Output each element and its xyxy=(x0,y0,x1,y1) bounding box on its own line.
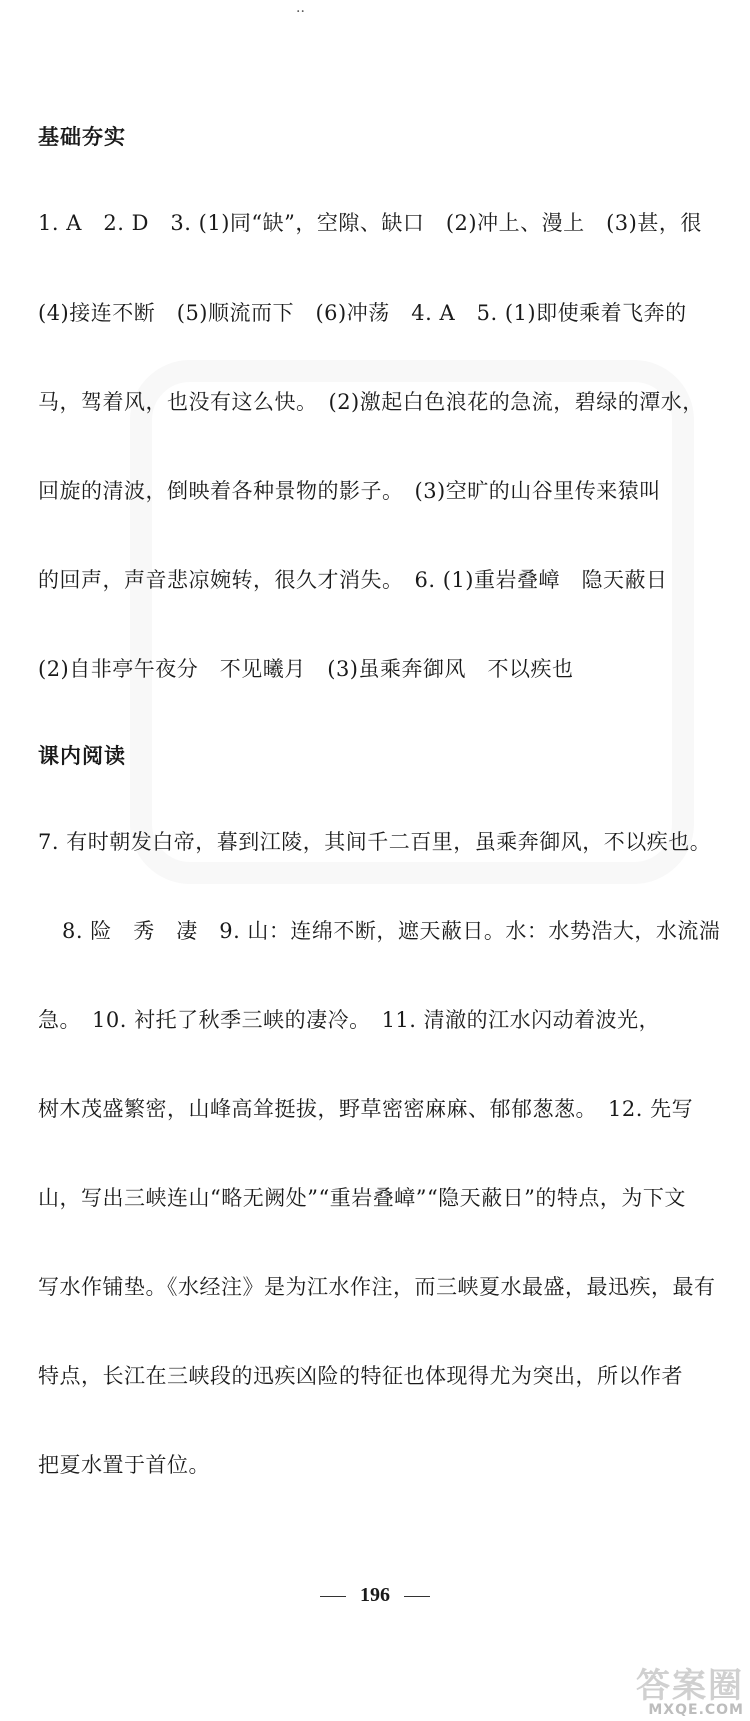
section-title-reading: 课内阅读 xyxy=(38,744,126,768)
page-number xyxy=(0,1584,750,1607)
answer-line: 马，驾着风，也没有这么快。 (2)激起白色浪花的急流，碧绿的潭水， xyxy=(38,390,704,414)
answer-line: 1. A 2. D 3. (1)同“缺”，空隙、缺口 (2)冲上、漫上 (3)甚，很 xyxy=(38,211,702,235)
page-number-dash-left xyxy=(320,1596,346,1597)
answer-line: 8. 险 秀 凄 9. 山：连绵不断，遮天蔽日。水：水势浩大，水流湍 xyxy=(62,919,721,943)
answer-line: 的回声，声音悲凉婉转，很久才消失。 6. (1)重岩叠嶂 隐天蔽日 xyxy=(38,568,668,592)
answer-line: 急。 10. 衬托了秋季三峡的凄冷。 11. 清澈的江水闪动着波光， xyxy=(38,1008,661,1032)
answer-line: 山，写出三峡连山“略无阙处”“重岩叠嶂”“隐天蔽日”的特点，为下文 xyxy=(38,1186,686,1210)
answer-line: (2)自非亭午夜分 不见曦月 (3)虽乘奔御风 不以疾也 xyxy=(38,657,574,681)
answer-line: 写水作铺垫。《水经注》是为江水作注，而三峡夏水最盛，最迅疾，最有 xyxy=(38,1275,716,1299)
answer-line: 回旋的清波，倒映着各种景物的影子。 (3)空旷的山谷里传来猿叫 xyxy=(38,479,661,503)
page-number-value: 196 xyxy=(360,1584,390,1606)
section-title-basic: 基础夯实 xyxy=(38,125,126,149)
answer-line: 把夏水置于首位。 xyxy=(38,1453,210,1477)
watermark-main: 答案圈 xyxy=(636,1666,744,1706)
background-watermark-logo xyxy=(130,360,694,884)
watermark-domain: MXQE.COM xyxy=(648,1702,744,1718)
top-mark: ·· xyxy=(296,4,305,20)
answer-line: 7. 有时朝发白帝，暮到江陵，其间千二百里，虽乘奔御风，不以疾也。 xyxy=(38,830,712,854)
answer-line: 树木茂盛繁密，山峰高耸挺拔，野草密密麻麻、郁郁葱葱。 12. 先写 xyxy=(38,1097,694,1121)
site-watermark xyxy=(636,1666,744,1718)
answer-line: (4)接连不断 (5)顺流而下 (6)冲荡 4. A 5. (1)即使乘着飞奔的 xyxy=(38,301,687,325)
answer-line: 特点，长江在三峡段的迅疾凶险的特征也体现得尤为突出，所以作者 xyxy=(38,1364,683,1388)
page-number-dash-right xyxy=(404,1596,430,1597)
